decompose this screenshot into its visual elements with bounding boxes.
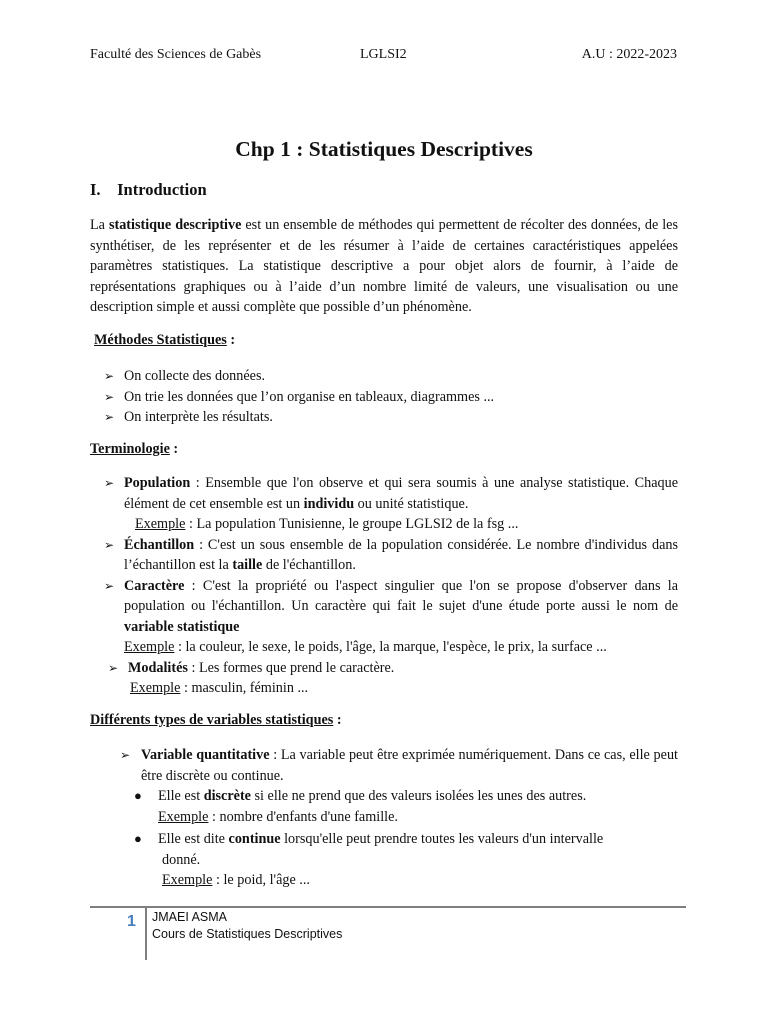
methods-list (104, 366, 494, 428)
item-continue (134, 829, 678, 850)
types-list (120, 745, 678, 891)
footer-course: Cours de Statistiques Descriptives (152, 927, 343, 941)
intro-paragraph (90, 215, 678, 318)
header-class: LGLSI2 (360, 47, 407, 62)
page-header (0, 47, 768, 67)
term-text: : C'est un sous ensemble de la population considérée. Le nombre d'individus dans l’échantillon est la (124, 536, 678, 573)
methods-heading (94, 332, 235, 349)
item-bold: continue (228, 831, 281, 847)
item-text-end: si elle ne prend que des valeurs isolées les unes des autres. (250, 788, 587, 804)
term-text: : Les formes que prend le caractère. (187, 659, 395, 676)
list-item (104, 366, 494, 387)
intro-text-start: La (90, 217, 109, 233)
footer-rule (90, 906, 686, 908)
example-label: Exemple (162, 872, 213, 888)
term-text: : Ensemble que l'on observe et qui sera soumis à une analyse statistique. Chaque élément de cet ensemble est un (124, 475, 678, 512)
term-label: Population (124, 475, 191, 491)
term-caractere (104, 576, 678, 638)
example-label: Exemple (130, 680, 181, 696)
term-text: : La variable peut être exprimée numériquement. Dans ce cas, elle peut être discrète ou continue. (141, 747, 678, 784)
footer-text (152, 909, 342, 943)
example-label: Exemple (135, 516, 186, 532)
list-item-text: On trie les données que l’on organise en tableaux, diagrammes ... (124, 388, 495, 405)
term-bold: taille (232, 557, 263, 573)
example-continue (158, 870, 678, 891)
example-label: Exemple (158, 808, 209, 825)
arrow-bullet-icon: ➢ (120, 748, 131, 762)
methods-heading-text: Méthodes Statistiques (94, 332, 227, 348)
item-text: Elle est (158, 788, 204, 804)
example-text: : nombre d'enfants d'une famille. (208, 808, 398, 825)
term-text-end: ou unité statistique. (354, 495, 469, 512)
arrow-bullet-icon: ➢ (104, 369, 115, 383)
section-number: I. (90, 180, 101, 199)
list-item (104, 387, 494, 408)
example-discrete (158, 807, 678, 828)
item-bold: discrète (203, 788, 251, 804)
continue-line2: donné. (162, 851, 201, 868)
quantitative-sublist (120, 786, 678, 891)
header-faculty: Faculté des Sciences de Gabès (90, 47, 262, 62)
example-text: : masculin, féminin ... (180, 680, 309, 696)
example-population (104, 514, 678, 535)
term-bold: individu (303, 495, 355, 512)
example-text: : le poid, l'âge ... (212, 872, 310, 888)
dot-bullet-icon: ● (134, 788, 142, 803)
methods-heading-colon: : (226, 332, 236, 348)
footer-author: JMAEI ASMA (152, 910, 228, 924)
page-number: 1 (127, 913, 136, 930)
term-label: Échantillon (124, 536, 195, 553)
example-modalites (104, 678, 678, 699)
list-item-text: On collecte des données. (124, 368, 266, 384)
header-academic-year: A.U : 2022-2023 (581, 47, 677, 62)
arrow-bullet-icon: ➢ (104, 410, 115, 424)
terminology-heading-text: Terminologie (90, 441, 170, 457)
arrow-bullet-icon: ➢ (108, 660, 119, 675)
section-heading (90, 180, 207, 200)
term-modalites (108, 658, 678, 679)
example-text: : La population Tunisienne, le groupe LGLSI2 de la fsg ... (185, 516, 519, 532)
list-item-text: On interprète les résultats. (124, 409, 273, 425)
section-title: Introduction (117, 180, 207, 199)
types-heading-text: Différents types de variables statistiques (90, 712, 334, 728)
dot-bullet-icon: ● (134, 831, 142, 846)
term-label: Modalités (128, 659, 188, 676)
terminology-heading (90, 441, 178, 458)
item-text: Elle est dite (158, 831, 229, 847)
types-heading-colon: : (333, 712, 342, 728)
intro-bold-term: statistique descriptive (108, 217, 242, 233)
arrow-bullet-icon: ➢ (104, 537, 115, 552)
arrow-bullet-icon: ➢ (104, 389, 115, 404)
terminology-heading-colon: : (169, 441, 179, 457)
arrow-bullet-icon: ➢ (104, 578, 115, 593)
arrow-bullet-icon: ➢ (104, 476, 115, 490)
example-label: Exemple (124, 639, 175, 655)
example-text: : la couleur, le sexe, le poids, l'âge, la marque, l'espèce, le prix, la surface ... (174, 639, 607, 655)
types-heading (90, 712, 342, 729)
term-label: Caractère (124, 577, 185, 594)
item-text-end: lorsqu'elle peut prendre toutes les valeurs d'un intervalle (280, 831, 604, 847)
chapter-title: Chp 1 : Statistiques Descriptives (235, 137, 533, 161)
item-discrete (134, 786, 678, 807)
term-text: : C'est la propriété ou l'aspect singulier que l'on se propose d'observer dans la population ou l'échantillon. Un caractère qui fait le sujet d'une étude porte aussi le nom de (124, 577, 678, 614)
variable-quantitative (120, 745, 678, 786)
term-text-end: de l'échantillon. (262, 557, 356, 573)
term-population (104, 473, 678, 514)
term-label: Variable quantitative (141, 747, 270, 763)
intro-text-rest: est un ensemble de méthodes qui permettent de récolter des données, de les synthétiser, de les représenter et de les résumer à l’aide de certaines caractéristiques appelées paramètres statistiques. La statistique descriptive a pour objet alors de fournir, à l’aide de représentations graphiques ou à l’aide d’un nombre limité de valeurs, une visualisation ou une description simple et aussi complète que possible d’un phénomène. (90, 217, 678, 315)
list-item (104, 407, 494, 428)
footer-vertical-rule (145, 906, 147, 960)
terminology-list (104, 473, 678, 699)
example-caractere (104, 637, 678, 658)
term-bold: variable statistique (124, 618, 240, 635)
term-echantillon (104, 535, 678, 576)
